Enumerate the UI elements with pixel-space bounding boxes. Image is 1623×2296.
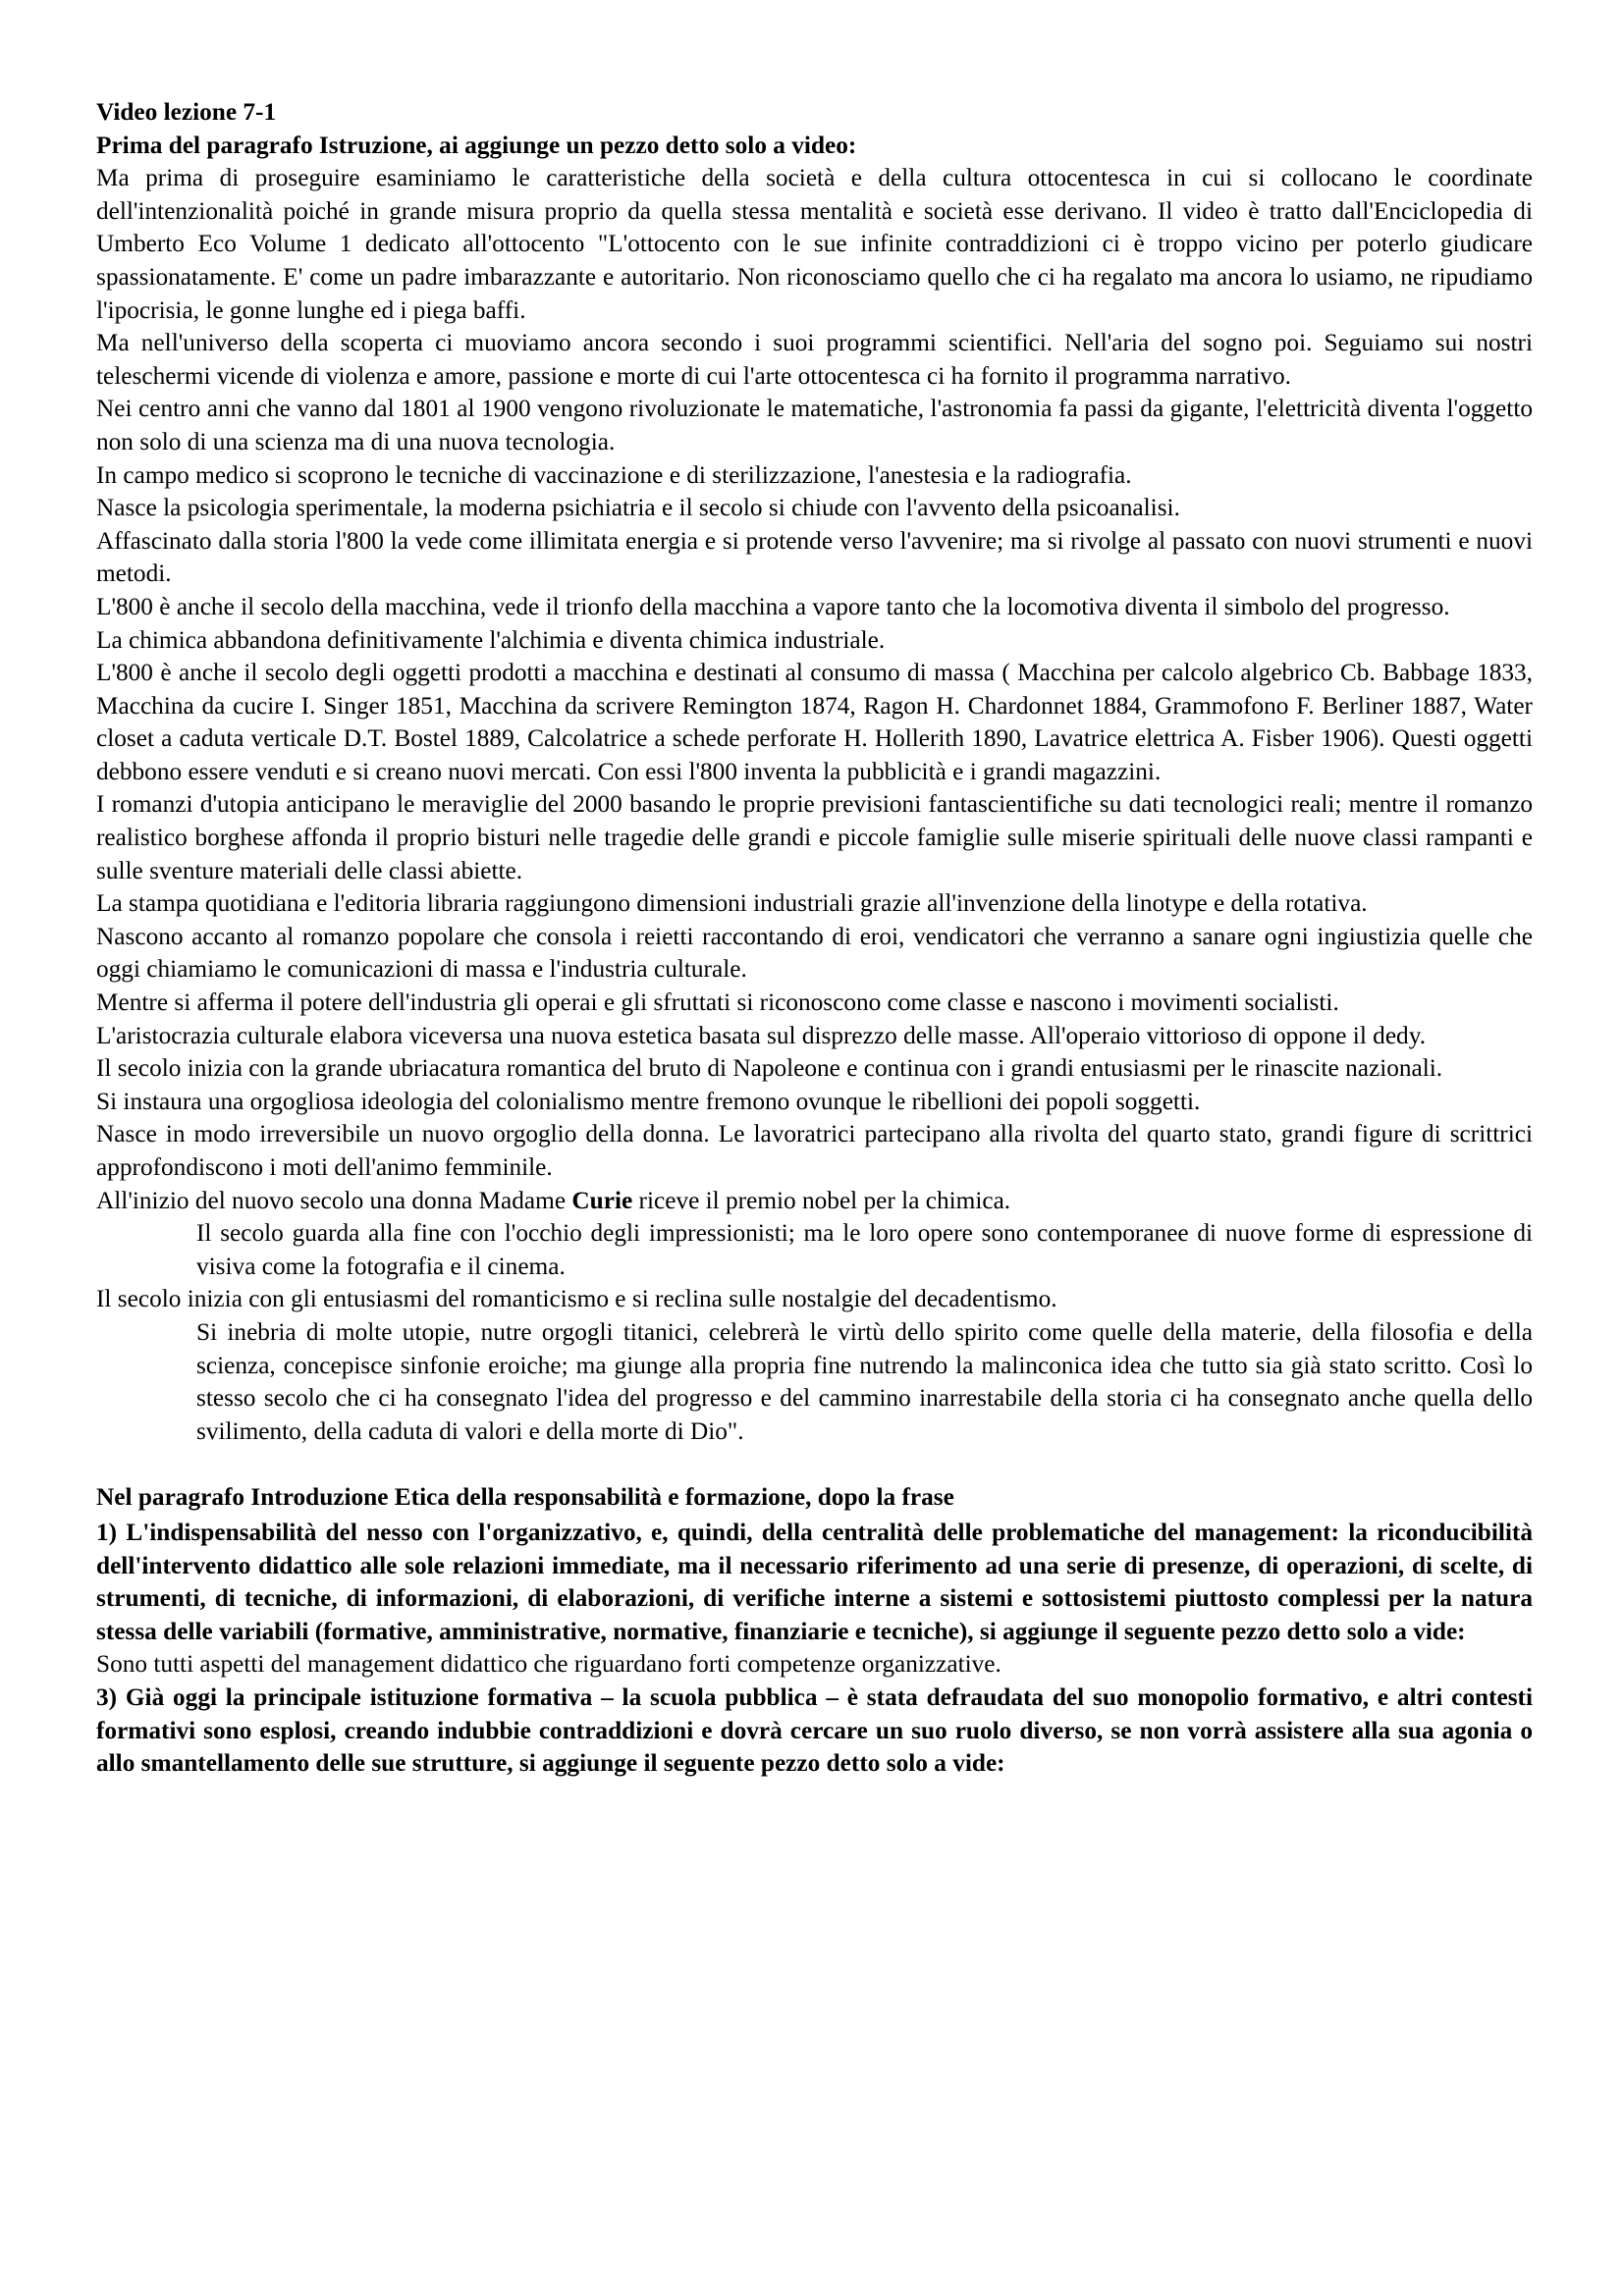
point-1-bold: 1) L'indispensabilità del nesso con l'organizzativo, e, quindi, della centralità delle problematiche del management: la riconducibilità dell'intervento didattico alle sole relazioni immediate, ma il necessario riferimento ad una serie di presenze, di operazioni, di scelte, di strumenti, di tecniche, di informazioni, di elaborazioni, di verifiche interne a sistemi e sottosistemi piuttosto complessi per la natura stessa delle variabili (formative, amministrative, normative, finanziarie e tecniche), si aggiunge il seguente pezzo detto solo a vide: bbox=[96, 1518, 1533, 1645]
body-paragraph: La stampa quotidiana e l'editoria libraria raggiungono dimensioni industriali grazie all'invenzione della linotype e della rotativa. bbox=[96, 889, 1368, 918]
body-paragraph: Ma prima di proseguire esaminiamo le caratteristiche della società e della cultura ottocentesca in cui si collocano le coordinate dell'intenzionalità poiché in grande misura proprio da quella stessa mentalità e società esse derivano. Il video è tratto dall'Enciclopedia di Umberto Eco Volume 1 dedicato all'ottocento "L'ottocento con le sue infinite contraddizioni ci è troppo vicino per poterlo giudicare spassionatamente. E' come un padre imbarazzante e autoritario. Non riconosciamo quello che ci ha regalato ma ancora lo usiamo, ne ripudiamo l'ipocrisia, le gonne lunghe ed i piega baffi. bbox=[96, 164, 1533, 324]
body-paragraph: L'800 è anche il secolo degli oggetti prodotti a macchina e destinati al consumo di massa ( Macchina per calcolo algebrico Cb. Babbage 1833, Macchina da cucire I. Singer 1851, Macchina da scrivere Remington 1874, Ragon H. Chardonnet 1884, Grammofono F. Berliner 1887, Water closet a caduta verticale D.T. Bostel 1889, Calcolatrice a schede perforate H. Hollerith 1890, Lavatrice elettrica A. Fisber 1906). Questi oggetti debbono essere venduti e si creano nuovi mercati. Con essi l'800 inventa la pubblicità e i grandi magazzini. bbox=[96, 659, 1533, 785]
curie-line bbox=[96, 1185, 1533, 1218]
section-2-heading: Nel paragrafo Introduzione Etica della responsabilità e formazione, dopo la frase bbox=[96, 1483, 954, 1512]
body-paragraph: Nasce in modo irreversibile un nuovo orgoglio della donna. Le lavoratrici partecipano alla rivolta del quarto stato, grandi figure di scrittrici approfondiscono i moti dell'animo femminile. bbox=[96, 1120, 1533, 1181]
section-2-body bbox=[96, 1481, 1533, 1780]
body-paragraph: Il secolo inizia con la grande ubriacatura romantica del bruto di Napoleone e continua con i grandi entusiasmi per le rinascite nazionali. bbox=[96, 1054, 1443, 1083]
document-subtitle: Prima del paragrafo Istruzione, ai aggiunge un pezzo detto solo a video: bbox=[96, 131, 857, 159]
body-paragraph: L'800 è anche il secolo della macchina, vede il trionfo della macchina a vapore tanto che la locomotiva diventa il simbolo del progresso. bbox=[96, 592, 1450, 620]
body-paragraph: Nascono accanto al romanzo popolare che consola i reietti raccontando di eroi, vendicatori che verranno a sanare ogni ingiustizia quelle che oggi chiamiamo le comunicazioni di massa e l'industria culturale. bbox=[96, 922, 1533, 984]
body-paragraph: Mentre si afferma il potere dell'industria gli operai e gli sfruttati si riconoscono come classe e nascono i movimenti socialisti. bbox=[96, 988, 1339, 1017]
body-paragraph: Nasce la psicologia sperimentale, la moderna psichiatria e il secolo si chiude con l'avvento della psicoanalisi. bbox=[96, 494, 1180, 522]
body-paragraph: Affascinato dalla storia l'800 la vede come illimitata energia e si protende verso l'avvenire; ma si rivolge al passato con nuovi strumenti e nuovi metodi. bbox=[96, 526, 1533, 588]
curie-name: Curie bbox=[571, 1186, 633, 1214]
section-1-body bbox=[96, 162, 1533, 1184]
curie-line-after: riceve il premio nobel per la chimica. bbox=[632, 1186, 1011, 1214]
indented-paragraph-utopias: Si inebria di molte utopie, nutre orgogli titanici, celebrerà le virtù dello spirito come quelle della materie, della filosofia e della scienza, concepisce sinfonie eroiche; ma giunge alla propria fine nutrendo la malinconica idea che tutto sia già stato scritto. Così lo stesso secolo che ci ha consegnato l'idea del progresso e del cammino inarrestabile della storia ci ha consegnato anche quella dello svilimento, della caduta di valori e della morte di Dio". bbox=[196, 1317, 1533, 1445]
point-1-plain: Sono tutti aspetti del management didattico che riguardano forti competenze organizzative. bbox=[96, 1650, 1001, 1679]
body-paragraph: In campo medico si scoprono le tecniche di vaccinazione e di sterilizzazione, l'anestesia e la radiografia. bbox=[96, 460, 1132, 489]
point-3-bold: 3) Già oggi la principale istituzione formativa – la scuola pubblica – è stata defraudata del suo monopolio formativo, e altri contesti formativi sono esplosi, creando indubbie contraddizioni e dovrà cercare un suo ruolo diverso, se non vorrà assistere alla sua agonia o allo smantellamento delle sue strutture, si aggiunge il seguente pezzo detto solo a vide: bbox=[96, 1682, 1533, 1778]
body-paragraph: I romanzi d'utopia anticipano le meraviglie del 2000 basando le proprie previsioni fantascientifiche su dati tecnologici reali; mentre il romanzo realistico borghese affonda il proprio bisturi nelle tragedie delle grandi e piccole famiglie sulle miserie spirituali delle nuove classi rampanti e sulle sventure materiali delle classi abiette. bbox=[96, 790, 1533, 884]
body-paragraph: Si instaura una orgogliosa ideologia del colonialismo mentre fremono ovunque le ribellioni dei popoli soggetti. bbox=[96, 1087, 1201, 1115]
indented-paragraph-impressionists: Il secolo guarda alla fine con l'occhio degli impressionisti; ma le loro opere sono contemporanee di nuove forme di espressione di visiva come la fotografia e il cinema. bbox=[196, 1219, 1533, 1280]
body-paragraph: Nei centro anni che vanno dal 1801 al 1900 vengono rivoluzionate le matematiche, l'astronomia fa passi da gigante, l'elettricità diventa l'oggetto non solo di una scienza ma di una nuova tecnologia. bbox=[96, 395, 1533, 455]
body-paragraph: La chimica abbandona definitivamente l'alchimia e diventa chimica industriale. bbox=[96, 625, 886, 654]
body-paragraph: L'aristocrazia culturale elabora viceversa una nuova estetica basata sul disprezzo delle masse. All'operaio vittorioso di oppone il dedy. bbox=[96, 1021, 1427, 1049]
spacer bbox=[96, 1448, 1533, 1481]
document-title: Video lezione 7-1 bbox=[96, 98, 277, 126]
romanticism-line: Il secolo inizia con gli entusiasmi del romanticismo e si reclina sulle nostalgie del decadentismo. bbox=[96, 1285, 1057, 1313]
curie-line-before: All'inizio del nuovo secolo una donna Madame bbox=[96, 1186, 572, 1214]
body-paragraph: Ma nell'universo della scoperta ci muoviamo ancora secondo i suoi programmi scientifici. Nell'aria del sogno poi. Seguiamo sui nostri teleschermi vicende di violenza e amore, passione e morte di cui l'arte ottocentesca ci ha fornito il programma narrativo. bbox=[96, 329, 1533, 390]
